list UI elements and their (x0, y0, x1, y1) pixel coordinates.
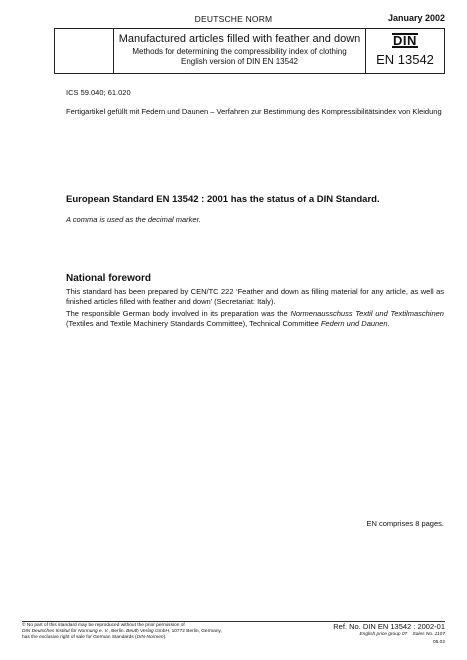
national-foreword-heading: National foreword (66, 273, 152, 284)
standard-label: DEUTSCHE NORM (194, 14, 273, 24)
copyright-line-3-c: ). (163, 635, 167, 640)
sales-number: Sales No. 1107 (412, 632, 445, 637)
din-normen-term: DIN-Normen (136, 635, 164, 640)
copyright-line-3-a: has the exclusive right of sale for German Standards ( (22, 635, 137, 640)
beuth-verlag-name: Beuth Verlag GmbH (126, 629, 169, 634)
document-version-note: English version of DIN EN 13542 (181, 57, 298, 66)
copyright-line-1: © No part of this standard may be reproduced without the prior permission of (22, 623, 185, 628)
din-institute-name: DIN Deutsches Institut für Normung e. V. (22, 629, 109, 634)
title-block-text (113, 29, 366, 73)
title-block-blank-cell (55, 29, 114, 73)
din-logo: DIN (393, 33, 417, 48)
german-title: Fertigartikel gefüllt mit Federn und Daunen – Verfahren zur Bestimmung des Kompressibilitätsindex von Kleidung (66, 107, 442, 116)
reference-number: Ref. No. DIN EN 13542 : 2002-01 (333, 622, 445, 631)
page-count: EN comprises 8 pages. (366, 519, 444, 528)
copyright-line-3 (22, 635, 322, 641)
foreword-p2-text-c: (Textiles and Textile Machinery Standards Committee), Technical Committee (66, 318, 321, 328)
print-code: 05.02 (432, 640, 445, 645)
status-statement: European Standard EN 13542 : 2001 has the status of a DIN Standard. (66, 194, 380, 205)
issue-date: January 2002 (387, 13, 445, 23)
technical-committee-name: Federn und Daunen (320, 318, 388, 328)
copyright-notice (22, 623, 322, 641)
title-block (54, 28, 445, 74)
decimal-marker-note: A comma is used as the decimal marker. (66, 215, 201, 224)
foreword-p2-text-e: . (387, 318, 390, 328)
committee-name-german: Normenausschuss Textil und Textilmaschinen (290, 309, 444, 318)
sales-info (359, 632, 445, 637)
standard-number: EN 13542 (376, 52, 434, 67)
price-group: English price group 07 (359, 632, 408, 637)
document-subtitle: Methods for determining the compressibility index of clothing (132, 47, 347, 56)
copyright-line-2-d: , 10772 Berlin, Germany, (168, 629, 222, 634)
standard-id-cell (365, 29, 444, 73)
ics-code: ICS 59.040; 61.020 (66, 88, 131, 97)
foreword-paragraph-2 (66, 309, 444, 328)
foreword-p2-text-a: The responsible German body involved in its preparation was the (66, 309, 291, 318)
document-title: Manufactured articles filled with feather and down (118, 33, 361, 45)
copyright-line-2-b: , Berlin. (108, 629, 127, 634)
foreword-paragraph-1: This standard has been prepared by CEN/TC 222 ‘Feather and down as filling material for any article, as well as finished articles filled with feather and down’ (Secretariat: Italy). (66, 287, 444, 306)
